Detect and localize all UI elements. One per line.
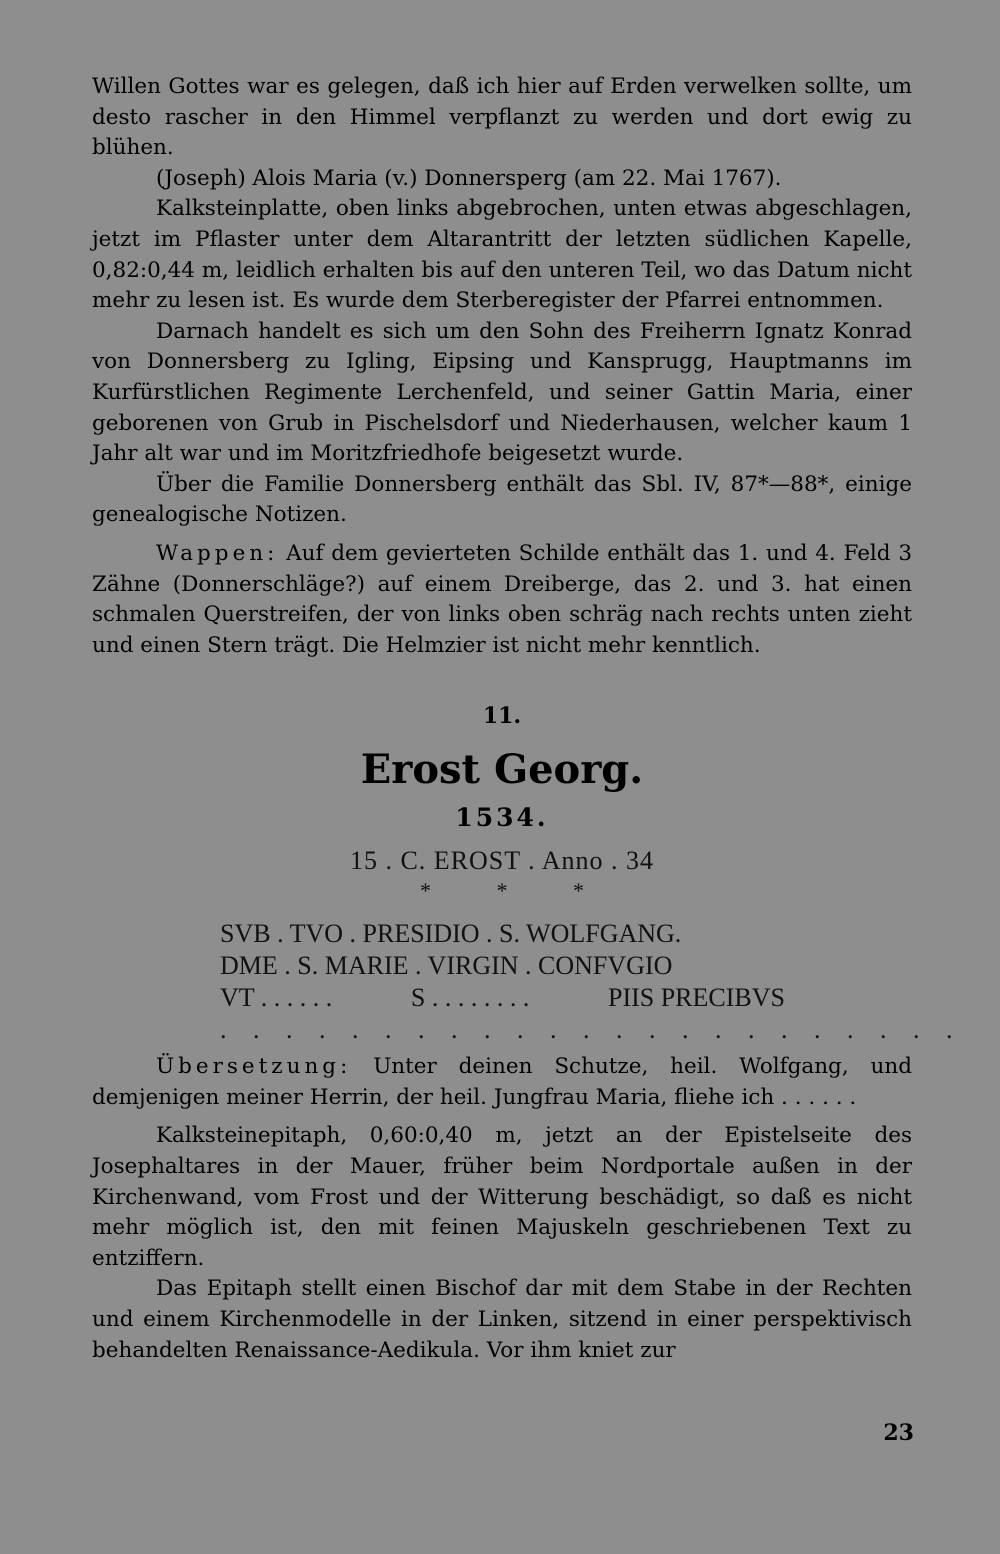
wappen-text: Auf dem gevierteten Schilde enthält das 1. und 4. Feld 3 Zähne (Donnerschläge?) auf einem Dreiberge, das 2. und 3. hat einen schmalen Querstreifen, der von links oben schräg nach rechts unten zieht und einen Stern trägt. Die Helmzier ist nicht mehr kenntlich. bbox=[92, 540, 912, 658]
section-number: 11. bbox=[482, 703, 522, 730]
paragraph-translation bbox=[92, 1052, 912, 1113]
paragraph-epitaph-description: Das Epitaph stellt einen Bischof dar mit dem Stabe in der Rechten und einem Kirchenmodelle in der Linken, sitzend in einer perspektivisch behandelten Renaissance-Aedikula. Vor ihm kniet zur bbox=[92, 1276, 912, 1363]
inscription-lines bbox=[220, 918, 963, 1046]
section-title: Erost Georg. bbox=[360, 746, 644, 794]
paragraph-name-line: (Joseph) Alois Maria (v.) Donnersperg (am 22. Mai 1767). bbox=[156, 165, 782, 191]
page-body bbox=[92, 72, 963, 1366]
translation-label: Übersetzung: bbox=[156, 1054, 352, 1080]
inscription-line-2-text: DME . S. MARIE . VIRGIN . CONFVGIO bbox=[220, 951, 673, 981]
inscription-line-2 bbox=[220, 950, 785, 982]
page-number: 23 bbox=[883, 1420, 914, 1446]
inscription-line-3a: VT . . . . . . bbox=[220, 983, 333, 1013]
paragraph-family: Darnach handelt es sich um den Sohn des Freiherrn Ignatz Konrad von Donnersberg zu Igling, Eipsing und Kansprugg, Hauptmanns im Kurfürstlichen Regimente Lerchenfeld, und seiner Gattin Maria, einer geborenen von Grub in Pischelsdorf und Niederhausen, welcher kaum 1 Jahr alt war und im Moritzfriedhofe beigesetzt wurde. bbox=[92, 318, 912, 467]
inscription-line-3c: PIIS PRECIBVS bbox=[607, 983, 785, 1013]
inscription-line-4 bbox=[220, 1014, 963, 1046]
paragraph-description: Kalksteinplatte, oben links abgebrochen, unten etwas abgeschlagen, jetzt im Pflaster unter dem Altarantritt der letzten südlichen Kapelle, 0,82:0,44 m, leidlich erhalten bis auf den unteren Teil, wo das Datum nicht mehr zu lesen ist. Es wurde dem Sterberegister der Pfarrei entnommen. bbox=[92, 196, 912, 314]
inscription-line-1 bbox=[220, 918, 785, 950]
inscription-block bbox=[92, 846, 963, 1046]
inscription-head: 15 . C. EROST . Anno . 34 bbox=[349, 846, 655, 876]
paragraph-epitaph: Kalksteinepitaph, 0,60:0,40 m, jetzt an der Epistelseite des Josephaltares in der Mauer, früher beim Nordportale außen in der Kirchenwand, vom Frost und der Witterung beschädigt, so daß es nicht mehr möglich ist, den mit feinen Majuskeln geschriebenen Text zu entziffern. bbox=[92, 1123, 912, 1271]
paragraph-continuation: Willen Gottes war es gelegen, daß ich hier auf Erden verwelken sollte, um desto rascher in den Himmel verpflanzt zu werden und dort ewig zu blühen. bbox=[92, 74, 912, 161]
inscription-stars: * * * bbox=[420, 878, 584, 904]
translation-text: Unter deinen Schutze, heil. Wolfgang, und demjenigen meiner Herrin, der heil. Jungfrau Maria, fliehe ich . . . . . . bbox=[92, 1054, 912, 1110]
section-year: 1534. bbox=[455, 803, 549, 833]
paragraph-reference: Über die Familie Donnersberg enthält das Sbl. IV, 87*—88*, einige genealogische Notizen. bbox=[92, 471, 912, 528]
inscription-line-3b: S . . . . . . . . bbox=[410, 983, 530, 1013]
inscription-line-4-text: . . . . . . . . . . . . . . . . . . . . . . . bbox=[220, 1015, 963, 1045]
inscription-line-3 bbox=[220, 982, 785, 1014]
paragraph-wappen bbox=[92, 539, 912, 661]
wappen-label: Wappen: bbox=[156, 540, 279, 566]
inscription-line-1-text: SVB . TVO . PRESIDIO . S. WOLFGANG. bbox=[220, 919, 682, 949]
